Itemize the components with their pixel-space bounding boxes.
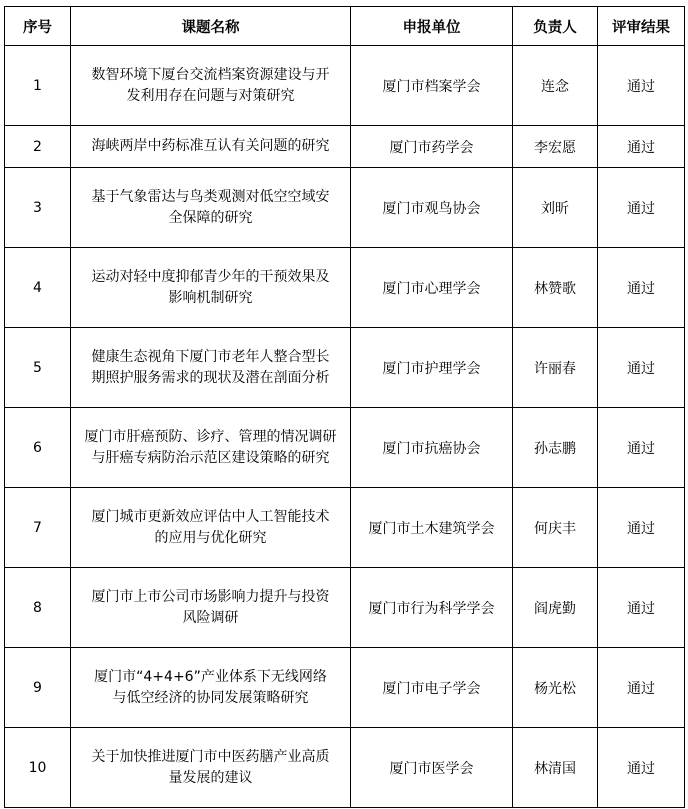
leader-cell: 林赞歌 — [513, 248, 598, 328]
topic-line: 厦门市“4+4+6”产业体系下无线网络 — [94, 668, 327, 685]
topic-line: 厦门城市更新效应评估中人工智能技术 — [91, 508, 330, 525]
unit-cell: 厦门市药学会 — [351, 126, 513, 168]
result-cell: 通过 — [598, 408, 685, 488]
unit-cell: 厦门市档案学会 — [351, 46, 513, 126]
topic-line: 厦门市上市公司市场影响力提升与投资 — [91, 588, 330, 605]
seq-cell: 9 — [5, 648, 71, 728]
unit-cell: 厦门市护理学会 — [351, 328, 513, 408]
topic-cell — [71, 648, 351, 728]
seq-cell: 5 — [5, 328, 71, 408]
topic-cell — [71, 126, 351, 168]
seq-cell: 2 — [5, 126, 71, 168]
result-cell: 通过 — [598, 46, 685, 126]
topic-cell — [71, 568, 351, 648]
seq-cell: 6 — [5, 408, 71, 488]
topic-line: 的应用与优化研究 — [154, 529, 267, 546]
seq-cell: 4 — [5, 248, 71, 328]
topic-line: 关于加快推进厦门市中医药膳产业高质 — [91, 748, 330, 765]
topic-cell — [71, 408, 351, 488]
result-cell: 通过 — [598, 126, 685, 168]
leader-cell: 刘昕 — [513, 168, 598, 248]
unit-cell: 厦门市心理学会 — [351, 248, 513, 328]
table-row — [5, 328, 685, 408]
header-leader: 负责人 — [513, 7, 598, 46]
seq-cell: 3 — [5, 168, 71, 248]
seq-cell: 10 — [5, 728, 71, 808]
seq-cell: 7 — [5, 488, 71, 568]
table-row — [5, 126, 685, 168]
result-cell: 通过 — [598, 488, 685, 568]
topic-cell — [71, 46, 351, 126]
table-row — [5, 488, 685, 568]
unit-cell: 厦门市抗癌协会 — [351, 408, 513, 488]
table-row — [5, 728, 685, 808]
leader-cell: 杨光松 — [513, 648, 598, 728]
result-cell: 通过 — [598, 728, 685, 808]
leader-cell: 连念 — [513, 46, 598, 126]
topic-line: 期照护服务需求的现状及潜在剖面分析 — [91, 369, 330, 386]
topic-cell — [71, 328, 351, 408]
leader-cell: 阎虎勤 — [513, 568, 598, 648]
leader-cell: 孙志鹏 — [513, 408, 598, 488]
seq-cell: 1 — [5, 46, 71, 126]
topic-line: 风险调研 — [182, 609, 239, 626]
topic-line: 海峡两岸中药标准互认有关问题的研究 — [91, 138, 330, 154]
topic-cell — [71, 488, 351, 568]
table-row — [5, 248, 685, 328]
leader-cell: 李宏愿 — [513, 126, 598, 168]
table-row — [5, 46, 685, 126]
header-result: 评审结果 — [598, 7, 685, 46]
leader-cell: 何庆丰 — [513, 488, 598, 568]
topic-line: 厦门市肝癌预防、诊疗、管理的情况调研 — [84, 428, 337, 445]
header-unit: 申报单位 — [351, 7, 513, 46]
topic-line: 与肝癌专病防治示范区建设策略的研究 — [91, 449, 330, 466]
seq-cell: 8 — [5, 568, 71, 648]
result-cell: 通过 — [598, 648, 685, 728]
unit-cell: 厦门市电子学会 — [351, 648, 513, 728]
table-row — [5, 568, 685, 648]
topic-line: 基于气象雷达与鸟类观测对低空空域安 — [91, 188, 330, 205]
topic-line: 数智环境下厦台交流档案资源建设与开 — [91, 66, 330, 83]
leader-cell: 许丽春 — [513, 328, 598, 408]
topic-line: 健康生态视角下厦门市老年人整合型长 — [91, 348, 330, 365]
topic-line: 影响机制研究 — [168, 289, 253, 306]
topic-line: 量发展的建议 — [168, 769, 253, 786]
leader-cell: 林清国 — [513, 728, 598, 808]
topic-line: 发利用存在问题与对策研究 — [126, 87, 295, 104]
unit-cell: 厦门市观鸟协会 — [351, 168, 513, 248]
topic-line: 运动对轻中度抑郁青少年的干预效果及 — [91, 268, 330, 285]
header-topic: 课题名称 — [71, 7, 351, 46]
unit-cell: 厦门市土木建筑学会 — [351, 488, 513, 568]
topic-line: 与低空经济的协同发展策略研究 — [112, 689, 309, 706]
result-cell: 通过 — [598, 248, 685, 328]
result-cell: 通过 — [598, 168, 685, 248]
topic-cell — [71, 248, 351, 328]
header-seq: 序号 — [5, 7, 71, 46]
topic-line: 全保障的研究 — [168, 209, 253, 226]
unit-cell: 厦门市行为科学学会 — [351, 568, 513, 648]
table-row — [5, 648, 685, 728]
unit-cell: 厦门市医学会 — [351, 728, 513, 808]
topic-cell — [71, 728, 351, 808]
topic-cell — [71, 168, 351, 248]
table-row — [5, 408, 685, 488]
table-row — [5, 168, 685, 248]
result-cell: 通过 — [598, 568, 685, 648]
table-header-row — [5, 7, 685, 46]
review-results-table — [4, 6, 685, 808]
result-cell: 通过 — [598, 328, 685, 408]
